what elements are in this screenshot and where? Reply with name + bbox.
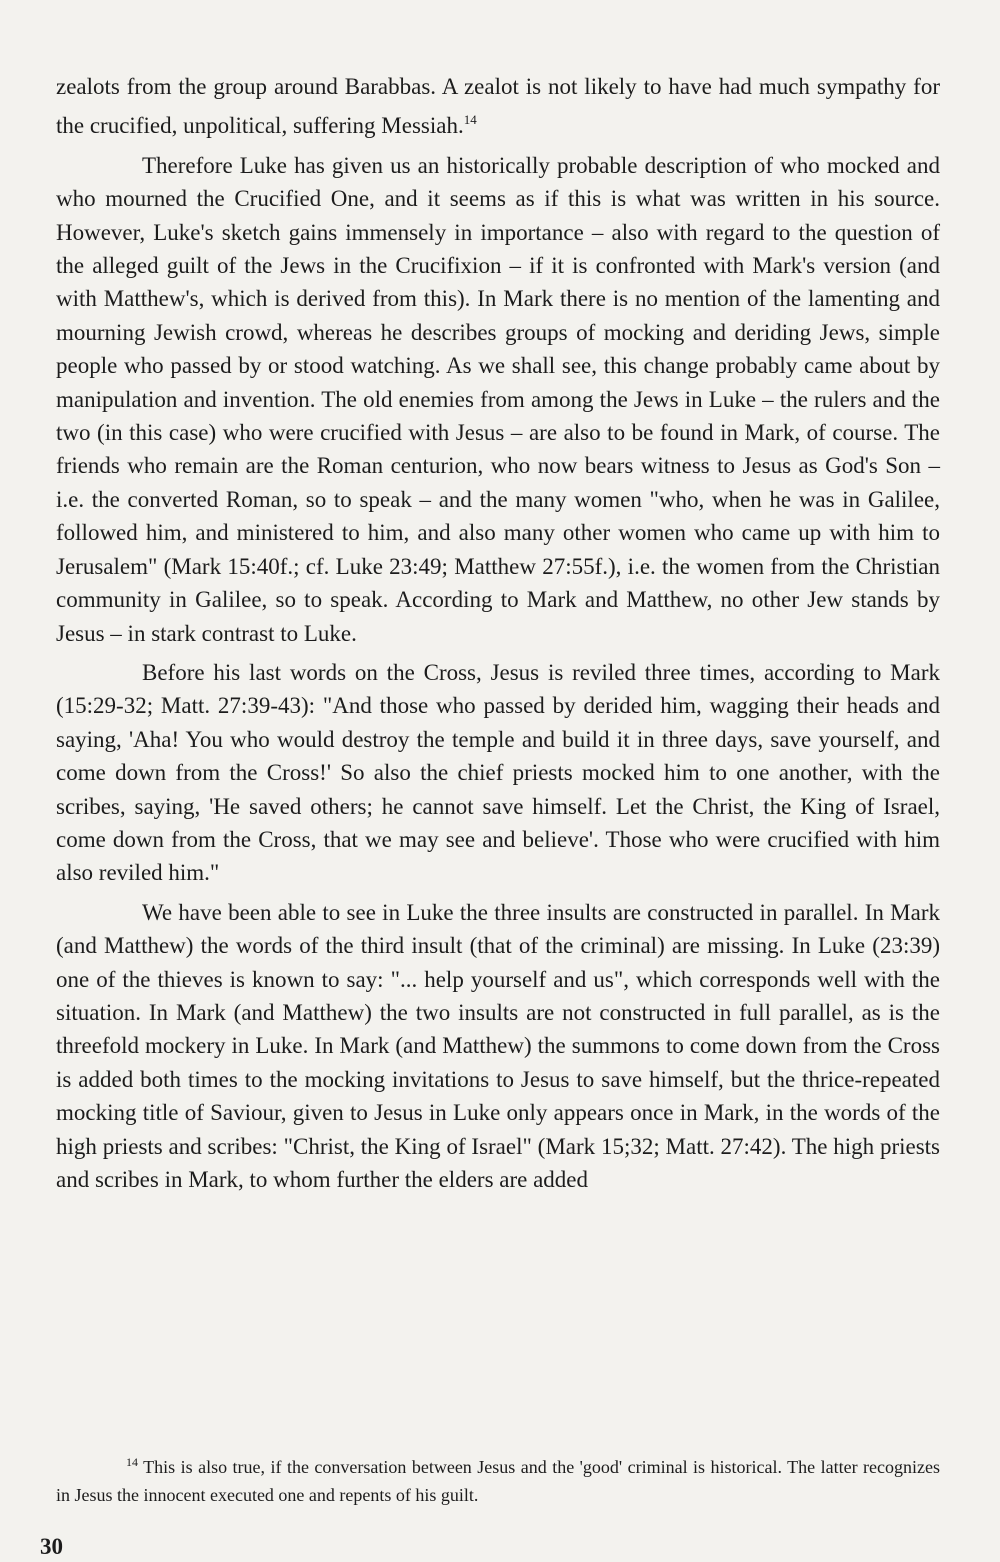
footnote-text: This is also true, if the conversation between Jesus and the 'good' criminal is historical. The latter recognizes in Jesus the innocent executed one and repents of his guilt. <box>56 1457 940 1505</box>
footnote-number: 14 <box>126 1455 138 1469</box>
page-number: 30 <box>40 1534 63 1559</box>
footnotes <box>56 1448 940 1509</box>
paragraph-1 <box>56 70 940 143</box>
paragraph-4: We have been able to see in Luke the three insults are constructed in parallel. In Mark (and Matthew) the words of the third insult (that of the criminal) are missing. In Luke (23:39) one of the thieves is known to say: "... help yourself and us", which corresponds well with the situation. In Mark (and Matthew) the two insults are not constructed in full parallel, as is the threefold mockery in Luke. In Mark (and Matthew) the summons to come down from the Cross is added both times to the mocking invitations to Jesus to save himself, but the thrice-repeated mocking title of Saviour, given to Jesus in Luke only appears once in Mark, in the words of the high priests and scribes: "Christ, the King of Israel" (Mark 15;32; Matt. 27:42). The high priests and scribes in Mark, to whom further the elders are added <box>56 899 940 1192</box>
paragraph-2: Therefore Luke has given us an historically probable description of who mocked and who mourned the Crucified One, and it seems as if this is what was written in his source. However, Luke's sketch gains immensely in importance – also with regard to the question of the alleged guilt of the Jews in the Crucifixion – if it is confronted with Mark's version (and with Matthew's, which is derived from this). In Mark there is no mention of the lamenting and mourning Jewish crowd, whereas he describes groups of mocking and deriding Jews, simple people who passed by or stood watching. As we shall see, this change probably came about by manipulation and invention. The old enemies from among the Jews in Luke – the rulers and the two (in this case) who were crucified with Jesus – are also to be found in Mark, of course. The friends who remain are the Roman centurion, who now bears witness to Jesus as God's Son – i.e. the converted Roman, so to speak – and the many women "who, when he was in Galilee, followed him, and ministered to him, and also many other women who came up with him to Jerusalem" (Mark 15:40f.; cf. Luke 23:49; Matthew 27:55f.), i.e. the women from the Christian community in Galilee, so to speak. According to Mark and Matthew, no other Jew stands by Jesus – in stark contrast to Luke. <box>56 152 940 646</box>
paragraph-3: Before his last words on the Cross, Jesus is reviled three times, according to Mark (15:29-32; Matt. 27:39-43): "And those who passed by derided him, wagging their heads and saying, 'Aha! You who would destroy the temple and build it in three days, save yourself, and come down from the Cross!' So also the chief priests mocked him to one another, with the scribes, saying, 'He saved others; he cannot save himself. Let the Christ, the King of Israel, come down from the Cross, that we may see and believe'. Those who were crucified with him also reviled him." <box>56 659 940 886</box>
paragraph-1-text: zealots from the group around Barabbas. A zealot is not likely to have had much sympathy for the crucified, unpolitical, suffering Messiah. <box>56 74 940 139</box>
footnote-14 <box>56 1448 940 1509</box>
page-body <box>56 70 940 1540</box>
footnote-ref-14: 14 <box>463 112 477 128</box>
